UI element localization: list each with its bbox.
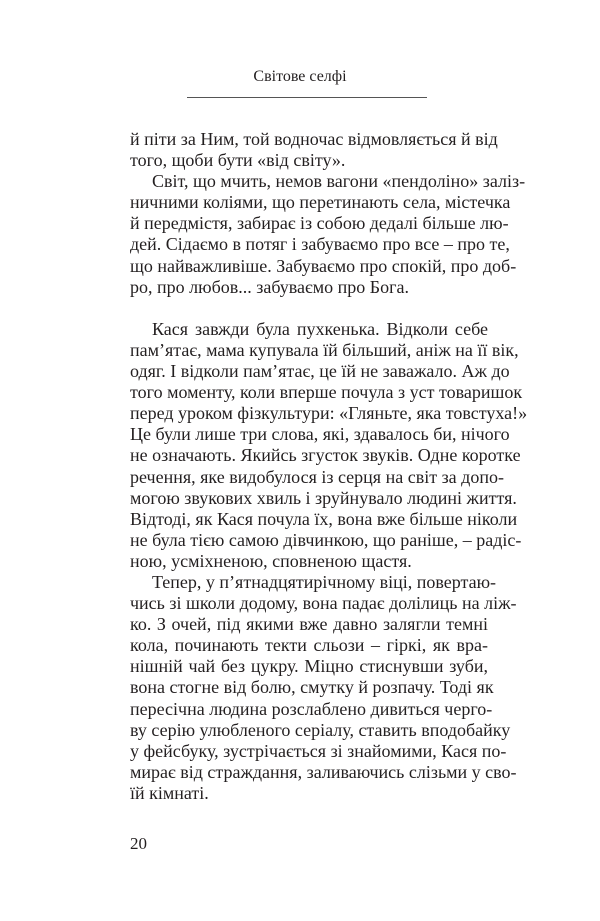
body-text bbox=[130, 129, 528, 804]
text-line: Це були лише три слова, які, здавалось би, нічого bbox=[130, 424, 510, 445]
text-line: Тепер, у п’ятнадцятирічному віці, повертаю- bbox=[152, 571, 497, 592]
text-line: того, щоби бути «від світу». bbox=[130, 150, 346, 171]
text-line: й піти за Ним, той водночас відмовляється й від bbox=[130, 129, 498, 149]
page-number: 20 bbox=[130, 834, 147, 853]
text-line: ничними коліями, що перетинають села, містечка bbox=[130, 192, 511, 213]
paragraph bbox=[130, 318, 528, 572]
text-line: пересічна людина розслаблено дивиться черго- bbox=[130, 698, 493, 719]
text-line: могою звукових хвиль і зруйнувало людині життя. bbox=[130, 487, 517, 508]
paragraph bbox=[130, 171, 526, 298]
header-rule bbox=[187, 97, 427, 98]
text-line: того моменту, коли вперше почула з уст товаришок bbox=[130, 382, 523, 403]
text-line: кола, починають текти сльози – гіркі, як вра- bbox=[130, 635, 488, 656]
text-line: чись зі школи додому, вона падає долілиць на ліж- bbox=[130, 593, 517, 614]
text-line: перед уроком фізкультури: «Гляньте, яка товстуха!» bbox=[130, 403, 528, 424]
text-line: що найважливіше. Забуваємо про спокій, про доб- bbox=[130, 255, 517, 276]
text-line: Кася завжди була пухкенька. Відколи себе bbox=[152, 318, 488, 339]
text-line: не означають. Якийсь згусток звуків. Одне коротке bbox=[130, 445, 521, 466]
text-line: Світ, що мчить, немов вагони «пендоліно» заліз- bbox=[152, 171, 526, 192]
text-line: нішній чай без цукру. Міцно стиснувши зуби, bbox=[130, 656, 488, 677]
text-line: ро, про любов... забуваємо про Бога. bbox=[130, 276, 409, 297]
text-line: пам’ятає, мама купувала їй більший, аніж на її вік, bbox=[130, 339, 519, 360]
text-line: вона стогне від болю, смутку й розпачу. Тоді як bbox=[130, 677, 494, 698]
text-line: Відтоді, як Кася почула їх, вона вже більше ніколи bbox=[130, 508, 518, 529]
text-line: їй кімнаті. bbox=[130, 782, 209, 803]
section-break bbox=[130, 298, 488, 319]
text-line: дей. Сідаємо в потяг і забуваємо про все – про те, bbox=[130, 234, 510, 255]
text-line: мирає від страждання, заливаючись слізьми у сво- bbox=[130, 761, 517, 782]
text-line: й передмістя, забирає із собою дедалі більше лю- bbox=[130, 213, 509, 234]
text-line: ко. З очей, під якими вже давно залягли темні bbox=[130, 614, 488, 635]
paragraph bbox=[130, 571, 517, 804]
text-line: ву серію улюбленого серіалу, ставить вподобайку bbox=[130, 719, 511, 740]
paragraph bbox=[130, 129, 498, 171]
text-line: у фейсбуку, зустрічається зі знайомими, Кася по- bbox=[130, 740, 507, 761]
text-line: речення, яке видобулося із серця на світ за допо- bbox=[130, 466, 504, 487]
running-head: Світове селфі bbox=[253, 68, 347, 85]
text-line: не була тією самою дівчинкою, що раніше, – радіс- bbox=[130, 529, 522, 550]
text-line: ною, усміхненою, сповненою щастя. bbox=[130, 550, 412, 571]
text-line: одяг. І відколи пам’ятає, це їй не заважало. Аж до bbox=[130, 361, 510, 382]
